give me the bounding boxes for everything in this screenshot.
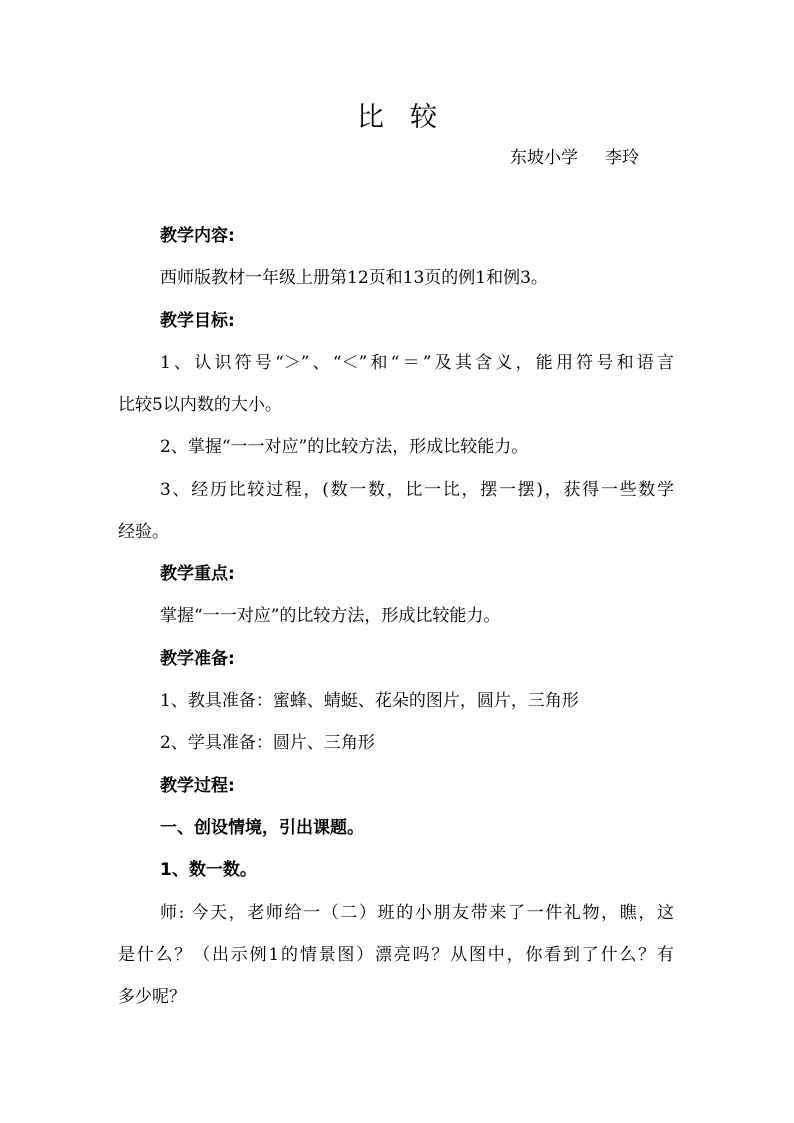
section-heading: 教学过程: [160, 776, 235, 796]
paragraph-line: 经验。 [118, 522, 169, 542]
paragraph-line: 1、教具准备：蜜蜂、蜻蜓、花朵的图片，圆片，三角形 [160, 691, 579, 711]
section-heading: 教学重点: [160, 564, 235, 584]
document-title: 比较 [357, 102, 463, 133]
paragraph-line: 2、掌握“一一对应”的比较方法，形成比较能力。 [160, 437, 529, 457]
paragraph-line: 掌握“一一对应”的比较方法，形成比较能力。 [160, 606, 501, 626]
paragraph-line: 1、认识符号“＞”、“＜”和“＝”及其含义，能用符号和语言 [160, 353, 674, 373]
paragraph-line: 比较5以内数的大小。 [118, 395, 282, 415]
paragraph-line: 2、学具准备：圆片、三角形 [160, 733, 375, 753]
section-heading: 教学内容: [160, 226, 235, 246]
author-line: 东坡小学 李玲 [510, 148, 640, 168]
section-heading: 教学准备: [160, 649, 235, 669]
section-heading: 教学目标: [160, 311, 235, 331]
paragraph-line: 师: 今天，老师给一（二）班的小朋友带来了一件礼物，瞧，这 [160, 903, 674, 923]
section-heading: 1、数一数。 [160, 860, 257, 880]
paragraph-line: 西师版教材一年级上册第12页和13页的例1和例3。 [160, 268, 548, 288]
paragraph-line: 多少呢？ [118, 987, 186, 1007]
paragraph-line: 3、经历比较过程，(数一数，比一比，摆一摆)，获得一些数学 [160, 480, 674, 500]
section-heading: 一、创设情境，引出课题。 [160, 818, 364, 838]
paragraph-line: 是什么？（出示例1的情景图）漂亮吗？从图中，你看到了什么？有 [118, 945, 674, 965]
